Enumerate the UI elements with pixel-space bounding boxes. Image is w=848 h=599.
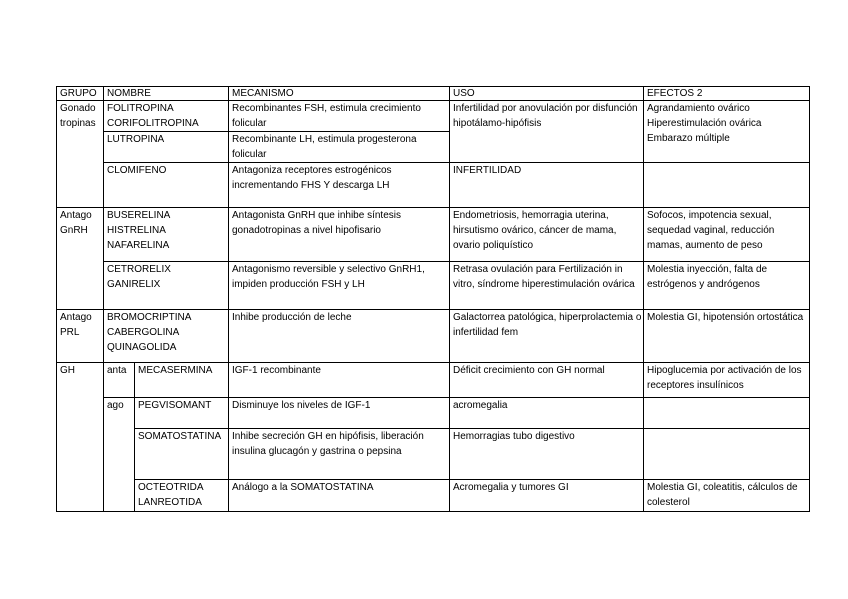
mecanismo-cell: Análogo a la SOMATOSTATINA bbox=[229, 480, 450, 512]
table-row bbox=[57, 429, 810, 480]
uso-cell: Infertilidad por anovulación por disfunción hipotálamo-hipófisis bbox=[450, 101, 644, 163]
mecanismo-cell: Antagonista GnRH que inhibe síntesis gonadotropinas a nivel hipofisario bbox=[229, 208, 450, 262]
table-row bbox=[57, 310, 810, 363]
nombre-cell: BROMOCRIPTINA CABERGOLINA QUINAGOLIDA bbox=[104, 310, 229, 363]
uso-cell: INFERTILIDAD bbox=[450, 163, 644, 208]
group-antago-prl: Antago PRL bbox=[57, 310, 104, 363]
mecanismo-cell: Inhibe producción de leche bbox=[229, 310, 450, 363]
uso-cell: Déficit crecimiento con GH normal bbox=[450, 363, 644, 398]
nombre-cell: SOMATOSTATINA bbox=[135, 429, 229, 480]
nombre-cell: FOLITROPINA CORIFOLITROPINA bbox=[104, 101, 229, 132]
nombre-cell: LUTROPINA bbox=[104, 132, 229, 163]
mecanismo-cell: Antagonismo reversible y selectivo GnRH1, impiden producción FSH y LH bbox=[229, 262, 450, 310]
table-row bbox=[57, 363, 810, 398]
header-grupo: GRUPO bbox=[57, 87, 104, 101]
efectos-cell bbox=[644, 163, 810, 208]
uso-cell: Hemorragias tubo digestivo bbox=[450, 429, 644, 480]
efectos-cell: Molestia inyección, falta de estrógenos y andrógenos bbox=[644, 262, 810, 310]
efectos-cell: Agrandamiento ovárico Hiperestimulación ovárica Embarazo múltiple bbox=[644, 101, 810, 163]
nombre-cell: BUSERELINA HISTRELINA NAFARELINA bbox=[104, 208, 229, 262]
subgroup-cell: ago bbox=[104, 398, 135, 512]
mecanismo-cell: IGF-1 recombinante bbox=[229, 363, 450, 398]
efectos-cell bbox=[644, 398, 810, 429]
nombre-cell: OCTEOTRIDA LANREOTIDA bbox=[135, 480, 229, 512]
nombre-cell: PEGVISOMANT bbox=[135, 398, 229, 429]
uso-cell: Acromegalia y tumores GI bbox=[450, 480, 644, 512]
table-row bbox=[57, 101, 810, 132]
header-uso: USO bbox=[450, 87, 644, 101]
header-nombre: NOMBRE bbox=[104, 87, 229, 101]
subgroup-cell: anta bbox=[104, 363, 135, 398]
group-antago-gnrh: Antago GnRH bbox=[57, 208, 104, 310]
uso-cell: Galactorrea patológica, hiperprolactemia o infertilidad fem bbox=[450, 310, 644, 363]
uso-cell: Endometriosis, hemorragia uterina, hirsutismo ovárico, cáncer de mama, ovario poliquístico bbox=[450, 208, 644, 262]
table-row bbox=[57, 398, 810, 429]
table-row bbox=[57, 163, 810, 208]
header-mecanismo: MECANISMO bbox=[229, 87, 450, 101]
mecanismo-cell: Disminuye los niveles de IGF-1 bbox=[229, 398, 450, 429]
efectos-cell: Hipoglucemia por activación de los receptores insulínicos bbox=[644, 363, 810, 398]
uso-cell: Retrasa ovulación para Fertilización in vitro, síndrome hiperestimulación ovárica bbox=[450, 262, 644, 310]
efectos-cell: Molestia GI, hipotensión ortostática bbox=[644, 310, 810, 363]
nombre-cell: CLOMIFENO bbox=[104, 163, 229, 208]
mecanismo-cell: Recombinante LH, estimula progesterona folicular bbox=[229, 132, 450, 163]
mecanismo-cell: Antagoniza receptores estrogénicos incrementando FHS Y descarga LH bbox=[229, 163, 450, 208]
table-header-row bbox=[57, 87, 810, 101]
uso-cell: acromegalia bbox=[450, 398, 644, 429]
drug-table bbox=[56, 86, 810, 512]
efectos-cell: Molestia GI, coleatitis, cálculos de colesterol bbox=[644, 480, 810, 512]
group-gonadotropinas: Gonado tropinas bbox=[57, 101, 104, 208]
nombre-cell: CETRORELIX GANIRELIX bbox=[104, 262, 229, 310]
table-row bbox=[57, 480, 810, 512]
efectos-cell bbox=[644, 429, 810, 480]
mecanismo-cell: Inhibe secreción GH en hipófisis, liberación insulina glucagón y gastrina o pepsina bbox=[229, 429, 450, 480]
header-efectos: EFECTOS 2 bbox=[644, 87, 810, 101]
table-row bbox=[57, 262, 810, 310]
efectos-cell: Sofocos, impotencia sexual, sequedad vaginal, reducción mamas, aumento de peso bbox=[644, 208, 810, 262]
mecanismo-cell: Recombinantes FSH, estimula crecimiento folicular bbox=[229, 101, 450, 132]
group-gh: GH bbox=[57, 363, 104, 512]
table-row bbox=[57, 208, 810, 262]
nombre-cell: MECASERMINA bbox=[135, 363, 229, 398]
